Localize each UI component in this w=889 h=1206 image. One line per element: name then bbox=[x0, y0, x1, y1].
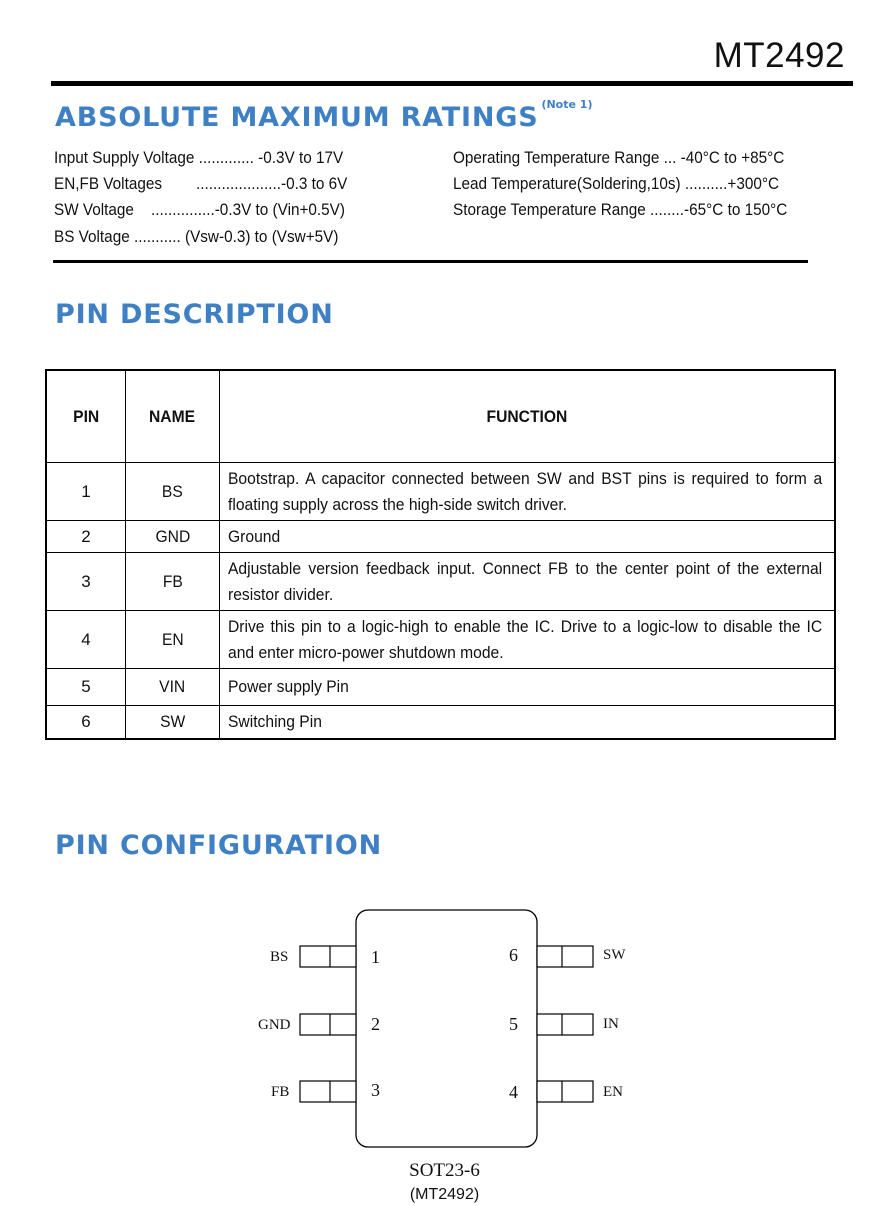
pin-label-fb: FB bbox=[271, 1084, 290, 1100]
pin-lead-2 bbox=[300, 1014, 356, 1035]
package-name: SOT23-6 bbox=[409, 1160, 480, 1181]
pin-name: FB bbox=[126, 553, 220, 611]
pin-lead-4 bbox=[537, 1081, 593, 1102]
pin-description-title: PIN DESCRIPTION bbox=[55, 299, 334, 330]
pin-number-2: 2 bbox=[371, 1014, 380, 1034]
pin-number-6: 6 bbox=[509, 945, 518, 965]
pin-number-1: 1 bbox=[371, 947, 380, 967]
pin-lead-1 bbox=[300, 946, 356, 967]
spec-bs: BS Voltage ........... (Vsw-0.3) to (Vsw+5V) bbox=[54, 227, 339, 246]
part-number: MT2492 bbox=[713, 36, 845, 75]
package-part: (MT2492) bbox=[409, 1186, 480, 1203]
pin-lead-6 bbox=[537, 946, 593, 967]
pin-name: VIN bbox=[126, 669, 220, 706]
pin-function: Drive this pin to a logic-high to enable the IC. Drive to a logic-low to disable the IC and enter micro-power shutdown mode. bbox=[220, 611, 836, 669]
pin-lead-5 bbox=[537, 1014, 593, 1035]
pin-number: 4 bbox=[46, 611, 126, 669]
pin-number: 5 bbox=[46, 669, 126, 706]
pin-number: 6 bbox=[46, 706, 126, 739]
pin-label-bs: BS bbox=[270, 949, 289, 965]
pin-label-gnd: GND bbox=[258, 1017, 291, 1033]
spec-lead-temp: Lead Temperature(Soldering,10s) ..........+300°C bbox=[453, 174, 780, 193]
pin-lead-3 bbox=[300, 1081, 356, 1102]
header-pin: PIN bbox=[46, 370, 126, 463]
note-reference: (Note 1) bbox=[541, 98, 593, 111]
pin-function: Adjustable version feedback input. Connect FB to the center point of the external resistor divider. bbox=[220, 553, 836, 611]
spec-input-supply: Input Supply Voltage ............. -0.3V to 17V bbox=[54, 148, 344, 167]
pin-number: 3 bbox=[46, 553, 126, 611]
pin-function: Bootstrap. A capacitor connected between SW and BST pins is required to form a floating supply across the high-side switch driver. bbox=[220, 463, 836, 521]
absolute-max-title-text: ABSOLUTE MAXIMUM RATINGS bbox=[55, 102, 539, 133]
pin-name: BS bbox=[126, 463, 220, 521]
pin-number-4: 4 bbox=[509, 1082, 518, 1102]
pin-label-sw: SW bbox=[603, 947, 626, 963]
pin-name: GND bbox=[126, 521, 220, 553]
pin-function: Ground bbox=[220, 521, 836, 553]
pin-number: 2 bbox=[46, 521, 126, 553]
pin-label-in: IN bbox=[603, 1016, 619, 1032]
pin-function: Switching Pin bbox=[220, 706, 836, 739]
pin-function: Power supply Pin bbox=[220, 669, 836, 706]
pin-number: 1 bbox=[46, 463, 126, 521]
pin-name: EN bbox=[126, 611, 220, 669]
pin-name: SW bbox=[126, 706, 220, 739]
header-function: FUNCTION bbox=[220, 370, 836, 463]
spec-operating-temp: Operating Temperature Range ... -40°C to +85°C bbox=[453, 148, 785, 167]
pin-number-5: 5 bbox=[509, 1014, 518, 1034]
spec-en-fb: EN,FB Voltages ....................-0.3 to 6V bbox=[54, 174, 348, 193]
pin-number-3: 3 bbox=[371, 1080, 380, 1100]
pin-label-en: EN bbox=[603, 1084, 623, 1100]
pin-configuration-title: PIN CONFIGURATION bbox=[55, 830, 382, 861]
header-name: NAME bbox=[126, 370, 220, 463]
spec-sw: SW Voltage ...............-0.3V to (Vin+0.5V) bbox=[54, 200, 345, 219]
spec-storage-temp: Storage Temperature Range ........-65°C to 150°C bbox=[453, 200, 788, 219]
